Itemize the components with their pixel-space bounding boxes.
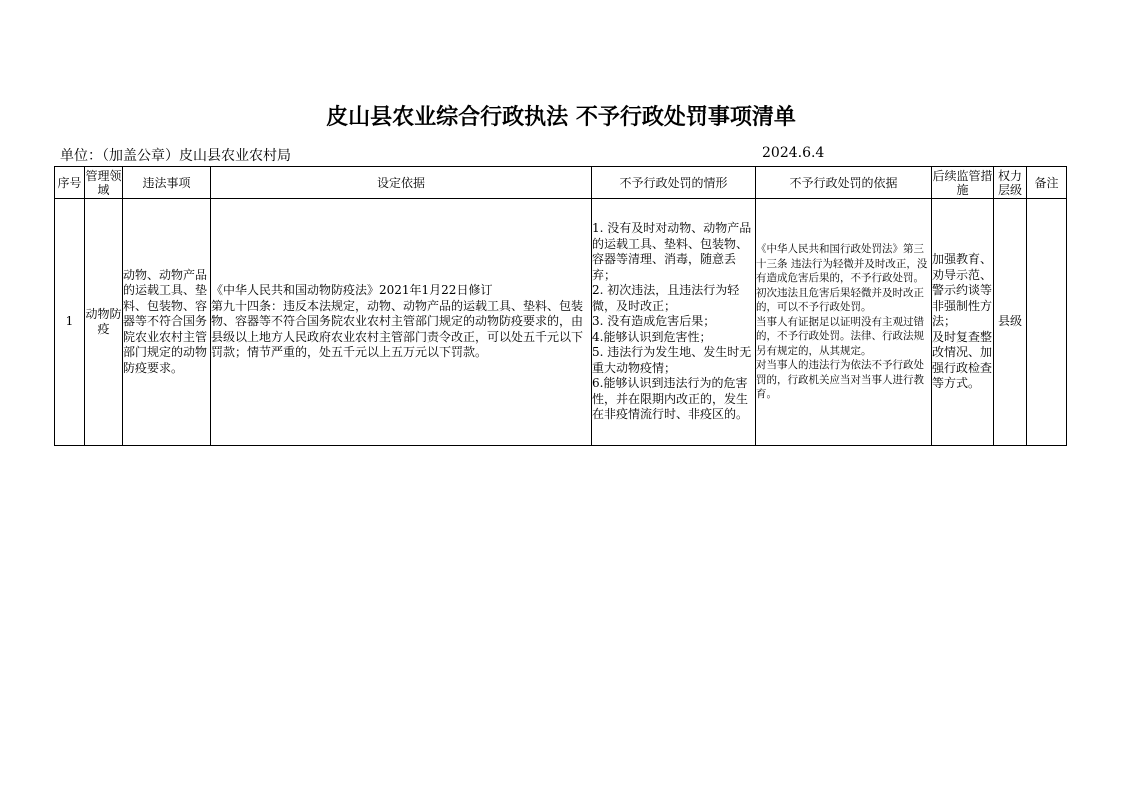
header-row [55, 167, 1067, 199]
circumstance-item: 6.能够认识到违法行为的危害性，并在限期内改正的，发生在非疫情流行时、非疫区的。 [592, 376, 749, 422]
cell-no-penalty-basis [756, 199, 932, 446]
header-supervision: 后续监管措施 [932, 168, 993, 197]
circumstance-item: 1. 没有及时对动物、动物产品的运载工具、垫料、包装物、容器等清理、消毒，随意丢弃； [592, 221, 752, 282]
no-penalty-basis-item: 当事人有证据足以证明没有主观过错的，不予行政处罚。法律、行政法规另有规定的，从其规定。 [756, 315, 924, 357]
no-penalty-basis-item: 对当事人的违法行为依法不予行政处罚的，行政机关应当对当事人进行教育。 [756, 359, 924, 401]
cell-authority-level: 县级 [994, 199, 1027, 446]
header-note: 备注 [1027, 167, 1067, 199]
cell-seq: 1 [55, 199, 85, 446]
header-domain: 管理领域 [85, 168, 122, 197]
supervision-item: 及时复查整改情况、加强行政检查等方式。 [932, 329, 993, 391]
header-circumstances: 不予行政处罚的情形 [592, 167, 756, 199]
circumstance-item: 2. 初次违法，且违法行为轻微，及时改正； [592, 283, 740, 313]
header-basis: 设定依据 [211, 167, 592, 199]
document-title: 皮山县农业综合行政执法 不予行政处罚事项清单 [326, 104, 796, 130]
header-violation: 违法事项 [123, 167, 211, 199]
table-row [55, 199, 1067, 446]
circumstance-item: 5. 违法行为发生地、发生时无重大动物疫情； [592, 345, 752, 375]
cell-violation: 动物、动物产品的运载工具、垫料、包装物、容器等不符合国务院农业农村主管部门规定的动物防疫要求。 [123, 199, 211, 446]
cell-basis [211, 199, 592, 446]
circumstance-item: 3. 没有造成危害后果； [592, 314, 716, 329]
no-penalty-basis-item: 《中华人民共和国行政处罚法》第三十三条 违法行为轻微并及时改正，没有造成危害后果的，不予行政处罚。初次违法且危害后果轻微并及时改正的，可以不予行政处罚。 [756, 243, 928, 314]
basis-article-text: 第九十四条：违反本法规定，动物、动物产品的运载工具、垫料、包装物、容器等不符合国务院农业农村主管部门规定的动物防疫要求的，由县级以上地方人民政府农业农村主管部门责令改正，可以处五千元以下罚款；情节严重的，处五千元以上五万元以下罚款。 [211, 298, 584, 360]
supervision-item: 加强教育、劝导示范、警示约谈等非强制性方法； [932, 252, 993, 329]
penalty-exemption-table [54, 166, 1067, 446]
cell-supervision [932, 199, 994, 446]
cell-note [1027, 199, 1067, 446]
header-no-penalty-basis: 不予行政处罚的依据 [756, 167, 932, 199]
circumstance-item: 4.能够认识到危害性； [592, 329, 712, 344]
issue-date: 2024.6.4 [762, 145, 825, 161]
cell-domain: 动物防疫 [85, 199, 123, 446]
header-seq: 序号 [55, 167, 85, 199]
header-authority-level: 权力层级 [994, 167, 1027, 199]
basis-law-title: 《中华人民共和国动物防疫法》2021年1月22日修订 [211, 283, 493, 298]
cell-circumstances [592, 199, 756, 446]
issuing-unit: 单位：（加盖公章）皮山县农业农村局 [60, 148, 291, 164]
